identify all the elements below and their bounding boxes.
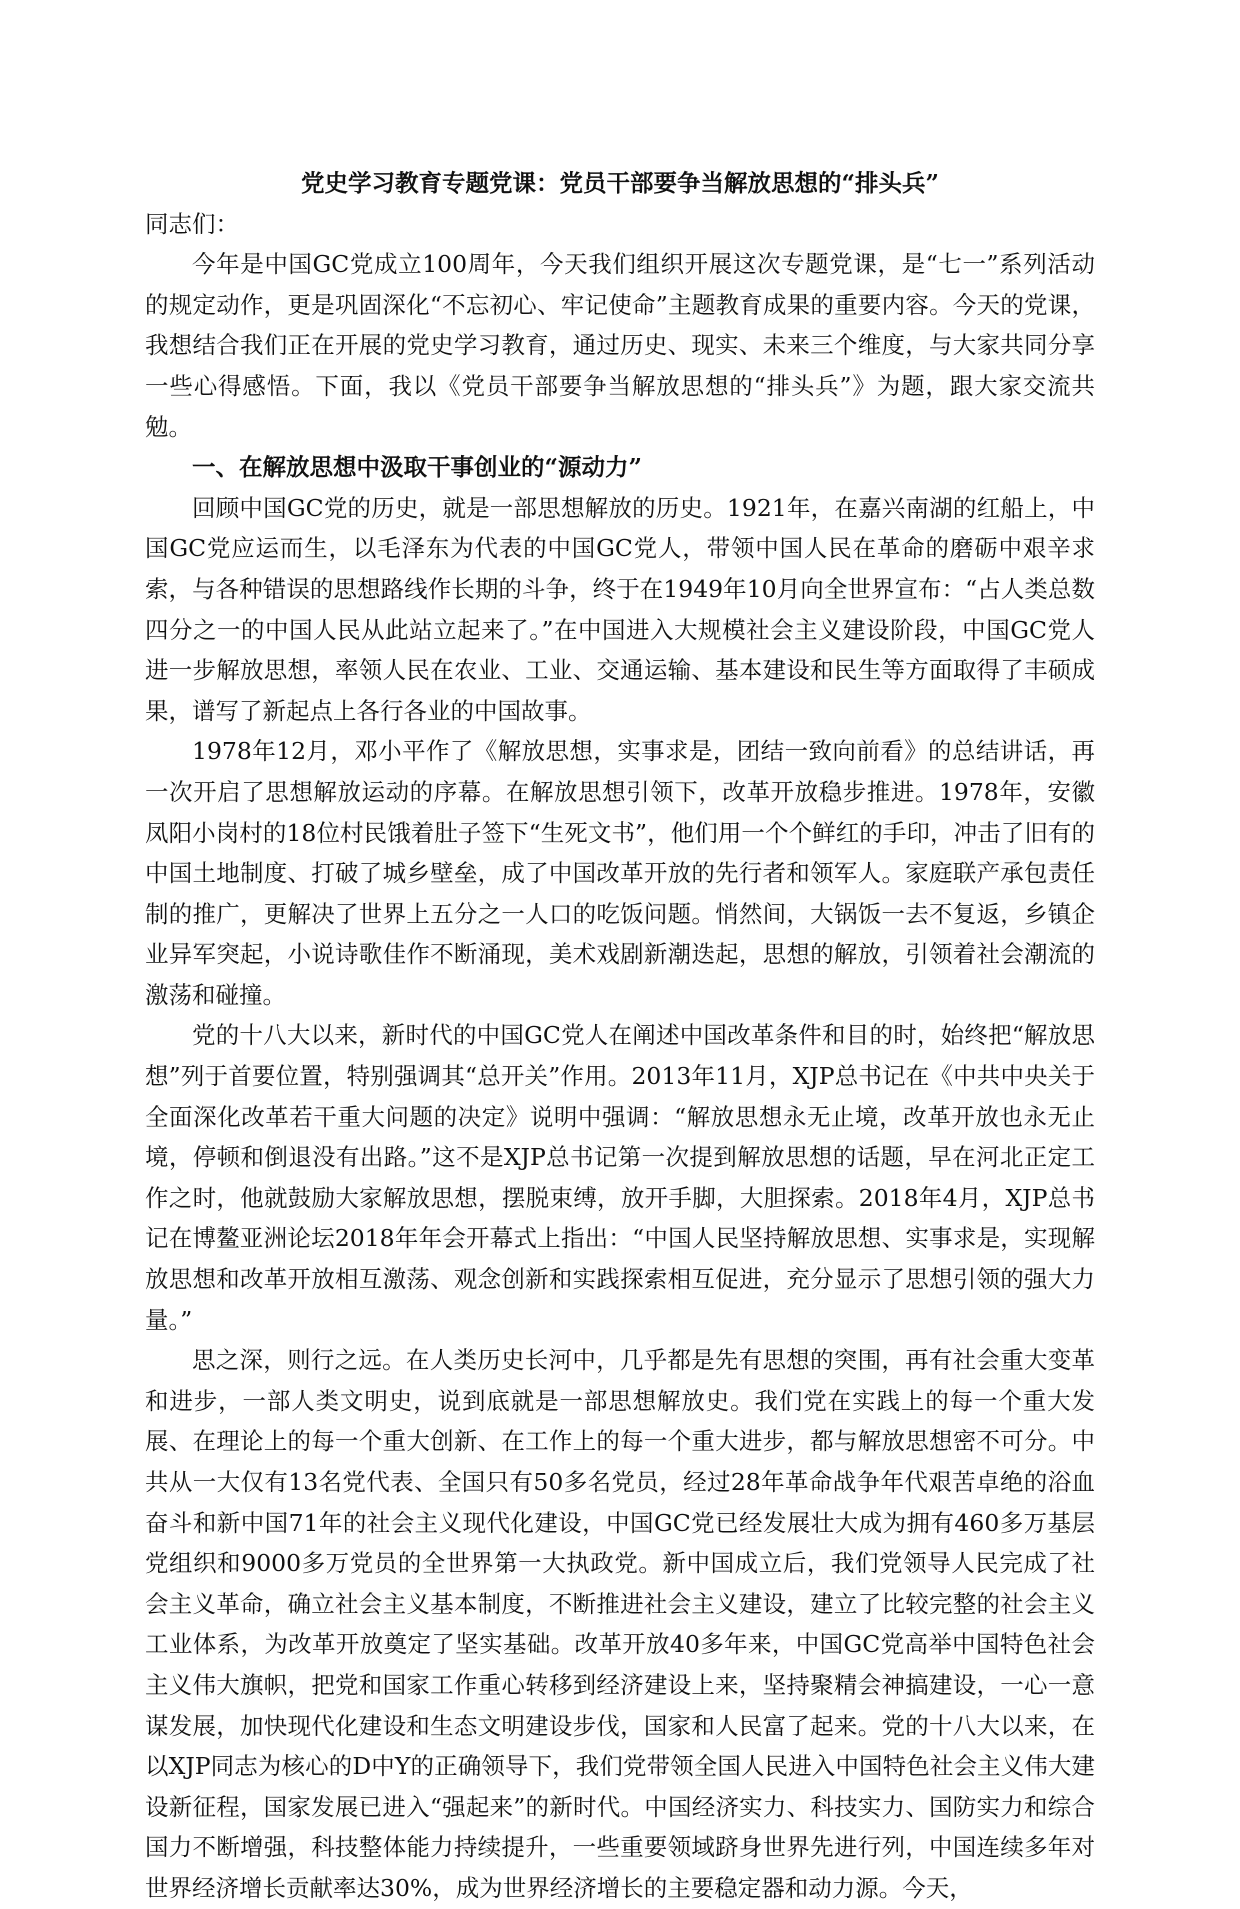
document-title: 党史学习教育专题党课：党员干部要争当解放思想的“排头兵” [300, 169, 940, 197]
paragraph-reform-1978: 1978年12月，邓小平作了《解放思想，实事求是，团结一致向前看》的总结讲话，再一次开启了思想解放运动的序幕。在解放思想引领下，改革开放稳步推进。1978年，安徽凤阳小岗村的18位村民饿着肚子签下“生死文书”，他们用一个个鲜红的手印，冲击了旧有的中国土地制度、打破了城乡壁垒，成了中国改革开放的先行者和领军人。家庭联产承包责任制的推广，更解决了世界上五分之一人口的吃饭问题。悄然间，大锅饭一去不复返，乡镇企业异军突起，小说诗歌佳作不断涌现，美术戏剧新潮迭起，思想的解放，引领着社会潮流的激荡和碰撞。 [145, 737, 1095, 1009]
paragraph-history: 回顾中国GC党的历史，就是一部思想解放的历史。1921年，在嘉兴南湖的红船上，中国GC党应运而生，以毛泽东为代表的中国GC党人，带领中国人民在革命的磨砺中艰辛求索，与各种错误的思想路线作长期的斗争，终于在1949年10月向全世界宣布：“占人类总数四分之一的中国人民从此站立起来了。”在中国进入大规模社会主义建设阶段，中国GC党人进一步解放思想，率领人民在农业、工业、交通运输、基本建设和民生等方面取得了丰硕成果，谱写了新起点上各行各业的中国故事。 [145, 493, 1095, 725]
salutation: 同志们： [145, 209, 239, 238]
paragraph-intro: 今年是中国GC党成立100周年，今天我们组织开展这次专题党课，是“七一”系列活动的规定动作，更是巩固深化“不忘初心、牢记使命”主题教育成果的重要内容。今天的党课，我想结合我们正在开展的党史学习教育，通过历史、现实、未来三个维度，与大家共同分享一些心得感悟。下面，我以《党员干部要争当解放思想的“排头兵”》为题，跟大家交流共勉。 [145, 250, 1095, 441]
section-heading-1: 一、在解放思想中汲取干事创业的“源动力” [192, 453, 643, 482]
paragraph-thought-liberation: 思之深，则行之远。在人类历史长河中，几乎都是先有思想的突围，再有社会重大变革和进步，一部人类文明史，说到底就是一部思想解放史。我们党在实践上的每一个重大发展、在理论上的每一个重大创新、在工作上的每一个重大进步，都与解放思想密不可分。中共从一大仅有13名党代表、全国只有50多名党员，经过28年革命战争年代艰苦卓绝的浴血奋斗和新中国71年的社会主义现代化建设，中国GC党已经发展壮大成为拥有460多万基层党组织和9000多万党员的全世界第一大执政党。新中国成立后，我们党领导人民完成了社会主义革命，确立社会主义基本制度，不断推进社会主义建设，建立了比较完整的社会主义工业体系，为改革开放奠定了坚实基础。改革开放40多年来，中国GC党高举中国特色社会主义伟大旗帜，把党和国家工作重心转移到经济建设上来，坚持聚精会神搞建设，一心一意谋发展，加快现代化建设和生态文明建设步伐，国家和人民富了起来。党的十八大以来，在以XJP同志为核心的D中Y的正确领导下，我们党带领全国人民进入中国特色社会主义伟大建设新征程，国家发展已进入“强起来”的新时代。中国经济实力、科技实力、国防实力和综合国力不断增强，科技整体能力持续提升，一些重要领域跻身世界先进行列，中国连续多年对世界经济增长贡献率达30%，成为世界经济增长的主要稳定器和动力源。今天， [145, 1346, 1095, 1902]
document-page [145, 163, 1095, 1909]
paragraph-eighteenth-congress: 党的十八大以来，新时代的中国GC党人在阐述中国改革条件和目的时，始终把“解放思想”列于首要位置，特别强调其“总开关”作用。2013年11月，XJP总书记在《中共中央关于全面深化改革若干重大问题的决定》说明中强调：“解放思想永无止境，改革开放也永无止境，停顿和倒退没有出路。”这不是XJP总书记第一次提到解放思想的话题，早在河北正定工作之时，他就鼓励大家解放思想，摆脱束缚，放开手脚，大胆探索。2018年4月，XJP总书记在博鳌亚洲论坛2018年年会开幕式上指出：“中国人民坚持解放思想、实事求是，实现解放思想和改革开放相互激荡、观念创新和实践探索相互促进，充分显示了思想引领的强大力量。” [145, 1021, 1095, 1334]
